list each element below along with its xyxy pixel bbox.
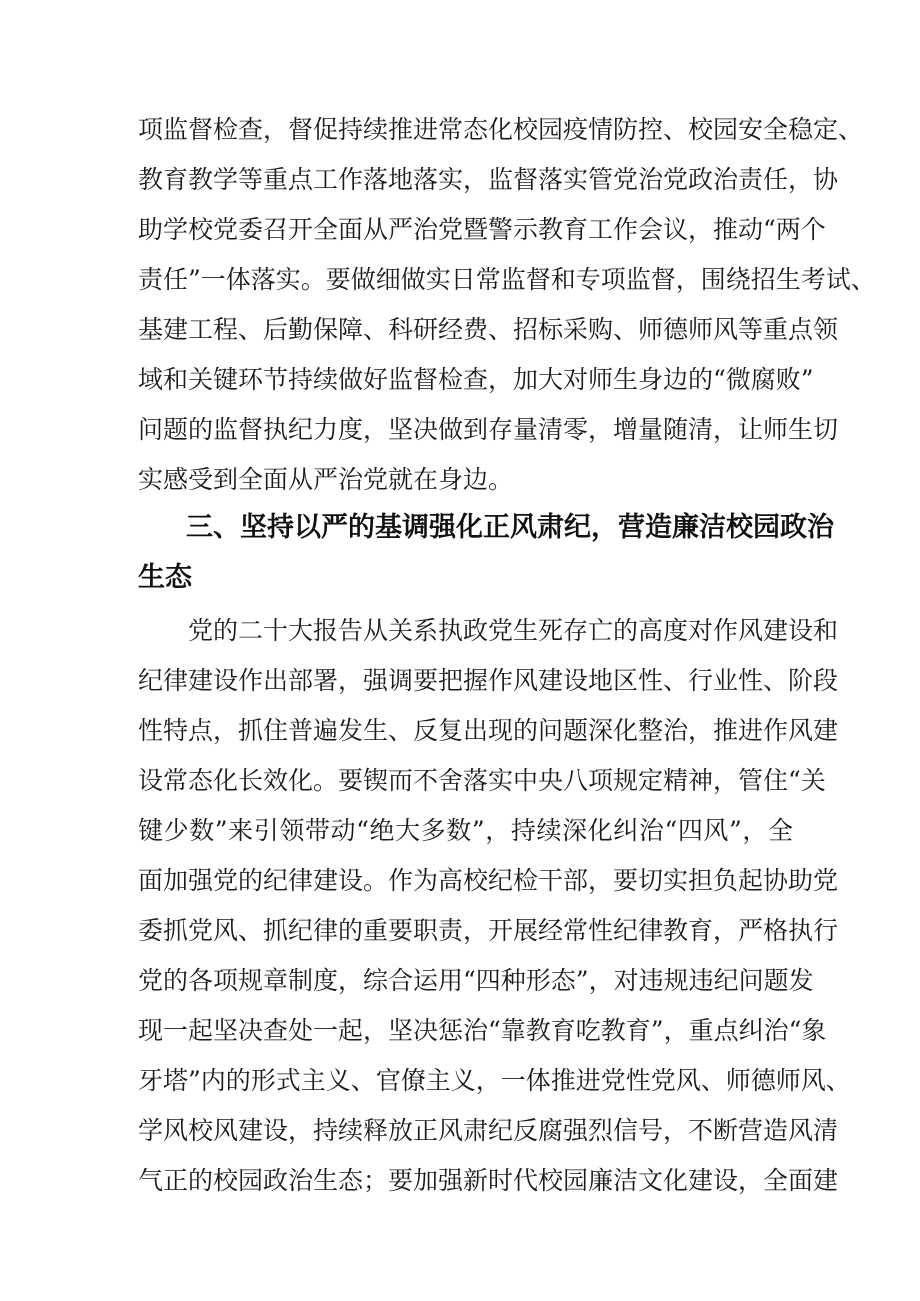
- paragraph-2-line-12: 气正的校园政治生态；要加强新时代校园廉洁文化建设，全面建: [138, 1166, 839, 1195]
- section-heading-line-2: 生态: [138, 562, 192, 593]
- paragraph-1-line-3: 助学校党委召开全面从严治党暨警示教育工作会议，推动“两个: [138, 215, 826, 244]
- paragraph-2-line-5: 键少数”来引领带动“绝大多数”，持续深化纠治“四风”，全: [138, 816, 793, 845]
- paragraph-2-line-4: 设常态化长效化。要锲而不舍落实中央八项规定精神，管住“关: [138, 766, 826, 795]
- paragraph-1-line-7: 问题的监督执纪力度，坚决做到存量清零，增量随清，让师生切: [138, 415, 839, 444]
- paragraph-2-line-10: 牙塔”内的形式主义、官僚主义，一体推进党性党风、师德师风、: [138, 1066, 851, 1095]
- paragraph-1-line-5: 基建工程、后勤保障、科研经费、招标采购、师德师风等重点领: [138, 315, 839, 344]
- paragraph-1-line-1: 项监督检查，督促持续推进常态化校园疫情防控、校园安全稳定、: [138, 115, 864, 144]
- paragraph-1-line-8: 实感受到全面从严治党就在身边。: [138, 465, 514, 494]
- paragraph-2-line-6: 面加强党的纪律建设。作为高校纪检干部，要切实担负起协助党: [138, 866, 839, 895]
- paragraph-2-line-8: 党的各项规章制度，综合运用“四种形态”，对违规违纪问题发: [138, 966, 814, 995]
- paragraph-2-line-11: 学风校风建设，持续释放正风肃纪反腐强烈信号，不断营造风清: [138, 1116, 839, 1145]
- paragraph-2-line-3: 性特点，抓住普遍发生、反复出现的问题深化整治，推进作风建: [138, 716, 839, 745]
- paragraph-2-line-7: 委抓党风、抓纪律的重要职责，开展经常性纪律教育，严格执行: [138, 916, 839, 945]
- paragraph-1-line-4: 责任”一体落实。要做细做实日常监督和专项监督，围绕招生考试、: [138, 265, 876, 294]
- paragraph-1-line-6: 域和关键环节持续做好监督检查，加大对师生身边的“微腐败”: [138, 365, 814, 394]
- paragraph-2-line-2: 纪律建设作出部署，强调要把握作风建设地区性、行业性、阶段: [138, 666, 839, 695]
- paragraph-2-line-1: 党的二十大报告从关系执政党生死存亡的高度对作风建设和: [188, 616, 839, 645]
- section-heading-line-1: 三、坚持以严的基调强化正风肃纪，营造廉洁校园政治: [186, 512, 834, 543]
- paragraph-2-line-9: 现一起坚决查处一起，坚决惩治“靠教育吃教育”，重点纠治“象: [138, 1016, 827, 1045]
- paragraph-1-line-2: 教育教学等重点工作落地落实，监督落实管党治党政治责任，协: [138, 165, 839, 194]
